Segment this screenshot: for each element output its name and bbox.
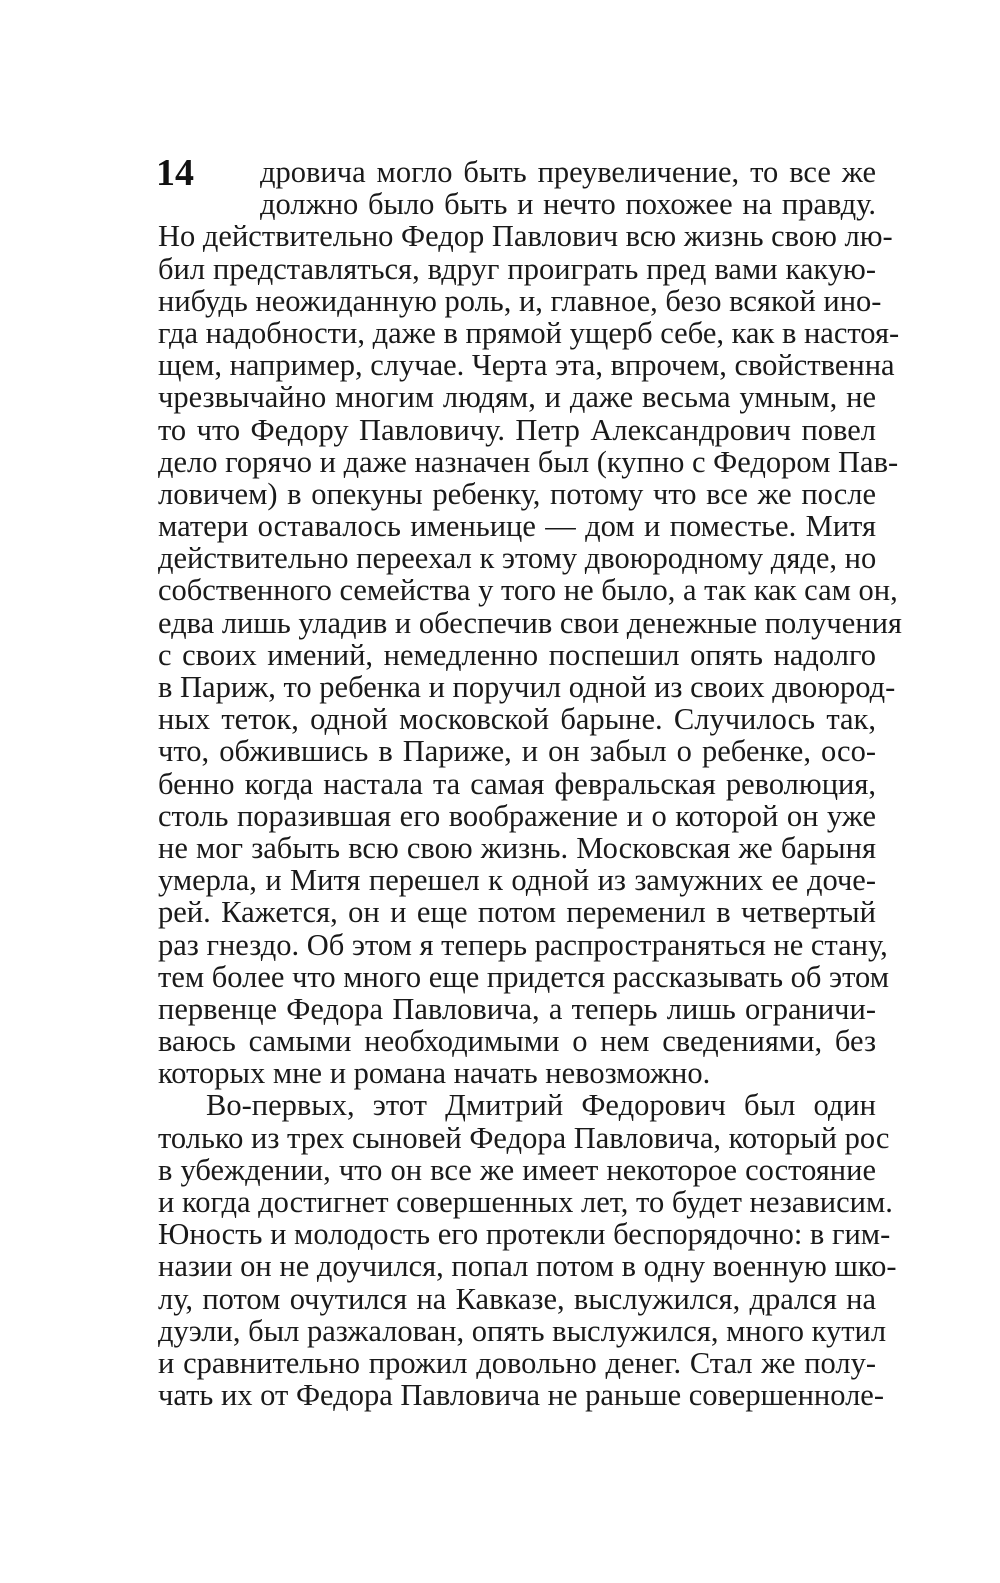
page-number: 14 (156, 152, 194, 194)
text-line: Во-первых, этот Дмитрий Федорович был один (206, 1088, 876, 1123)
text-line: собственного семейства у того не было, а так как сам он, (158, 573, 898, 608)
text-line: и когда достигнет совершенных лет, то будет независим. (158, 1185, 893, 1219)
paragraph-1 (158, 155, 902, 1091)
text-line: в Париж, то ребенка и поручил одной из своих двоюрод- (158, 670, 896, 704)
text-line: Но действительно Федор Павлович всю жизнь свою лю- (158, 219, 893, 254)
text-line: бенно когда настала та самая февральская революция, (158, 766, 876, 801)
text-line: бил представляться, вдруг проиграть пред вами какую- (158, 251, 876, 286)
body-text (158, 155, 902, 1413)
text-line: нибудь неожиданную роль, и, главное, безо всякой ино- (158, 283, 882, 318)
text-line: раз гнездо. Об этом я теперь распространяться не стану, (158, 927, 888, 962)
text-line: первенце Федора Павловича, а теперь лишь ограничи- (158, 991, 876, 1026)
text-line: тем более что много еще придется рассказывать об этом (158, 959, 890, 994)
text-line: столь поразившая его воображение и о которой он уже (158, 798, 876, 833)
text-line: чать их от Федора Павловича не раньше совершенноле- (158, 1378, 884, 1413)
text-line: дровича могло быть преувеличение, то все же (260, 155, 876, 189)
text-line: лу, потом очутился на Кавказе, выслужился, дрался на (158, 1281, 876, 1316)
text-line: ных теток, одной московской барыне. Случилось так, (158, 702, 876, 737)
text-line: то что Федору Павловичу. Петр Александрович повел (158, 412, 876, 447)
text-line: Юность и молодость его протекли беспорядочно: в гим- (158, 1217, 891, 1252)
text-line: только из трех сыновей Федора Павловича, который рос (158, 1120, 890, 1155)
text-line: ваюсь самыми необходимыми о нем сведениями, без (158, 1024, 876, 1059)
text-line: щем, например, случае. Черта эта, впрочем, свойственна (158, 348, 895, 383)
text-line: дуэли, был разжалован, опять выслужился, много кутил (158, 1313, 887, 1348)
text-line: должно было быть и нечто похожее на правду. (260, 187, 876, 222)
text-line: не мог забыть всю свою жизнь. Московская же барыня (158, 830, 876, 865)
text-line: рей. Кажется, он и еще потом переменил в четвертый (158, 895, 876, 930)
paragraph-2 (158, 1088, 897, 1413)
text-line: в убеждении, что он все же имеет некоторое состояние (158, 1152, 876, 1187)
text-line: едва лишь уладив и обеспечив свои денежные получения (158, 605, 902, 640)
text-line: которых мне и романа начать невозможно. (158, 1056, 711, 1091)
text-line: дело горячо и даже назначен был (купно с Федором Пав- (158, 444, 899, 479)
text-line: и сравнительно прожил довольно денег. Стал же полу- (158, 1345, 876, 1380)
text-line: с своих имений, немедленно поспешил опять надолго (158, 637, 876, 672)
text-line: действительно переехал к этому двоюродному дяде, но (158, 541, 877, 576)
text-line: назии он не доучился, попал потом в одну военную шко- (158, 1249, 897, 1284)
text-line: матери оставалось именьице — дом и поместье. Митя (158, 509, 876, 544)
text-line: ловичем) в опекуны ребенку, потому что все же после (158, 476, 876, 511)
text-line: умерла, и Митя перешел к одной из замужних ее доче- (158, 863, 876, 898)
text-line: что, обжившись в Париже, и он забыл о ребенке, осо- (158, 734, 876, 769)
text-line: чрезвычайно многим людям, и даже весьма умным, не (158, 380, 876, 415)
text-line: гда надобности, даже в прямой ущерб себе, как в настоя- (158, 315, 900, 350)
